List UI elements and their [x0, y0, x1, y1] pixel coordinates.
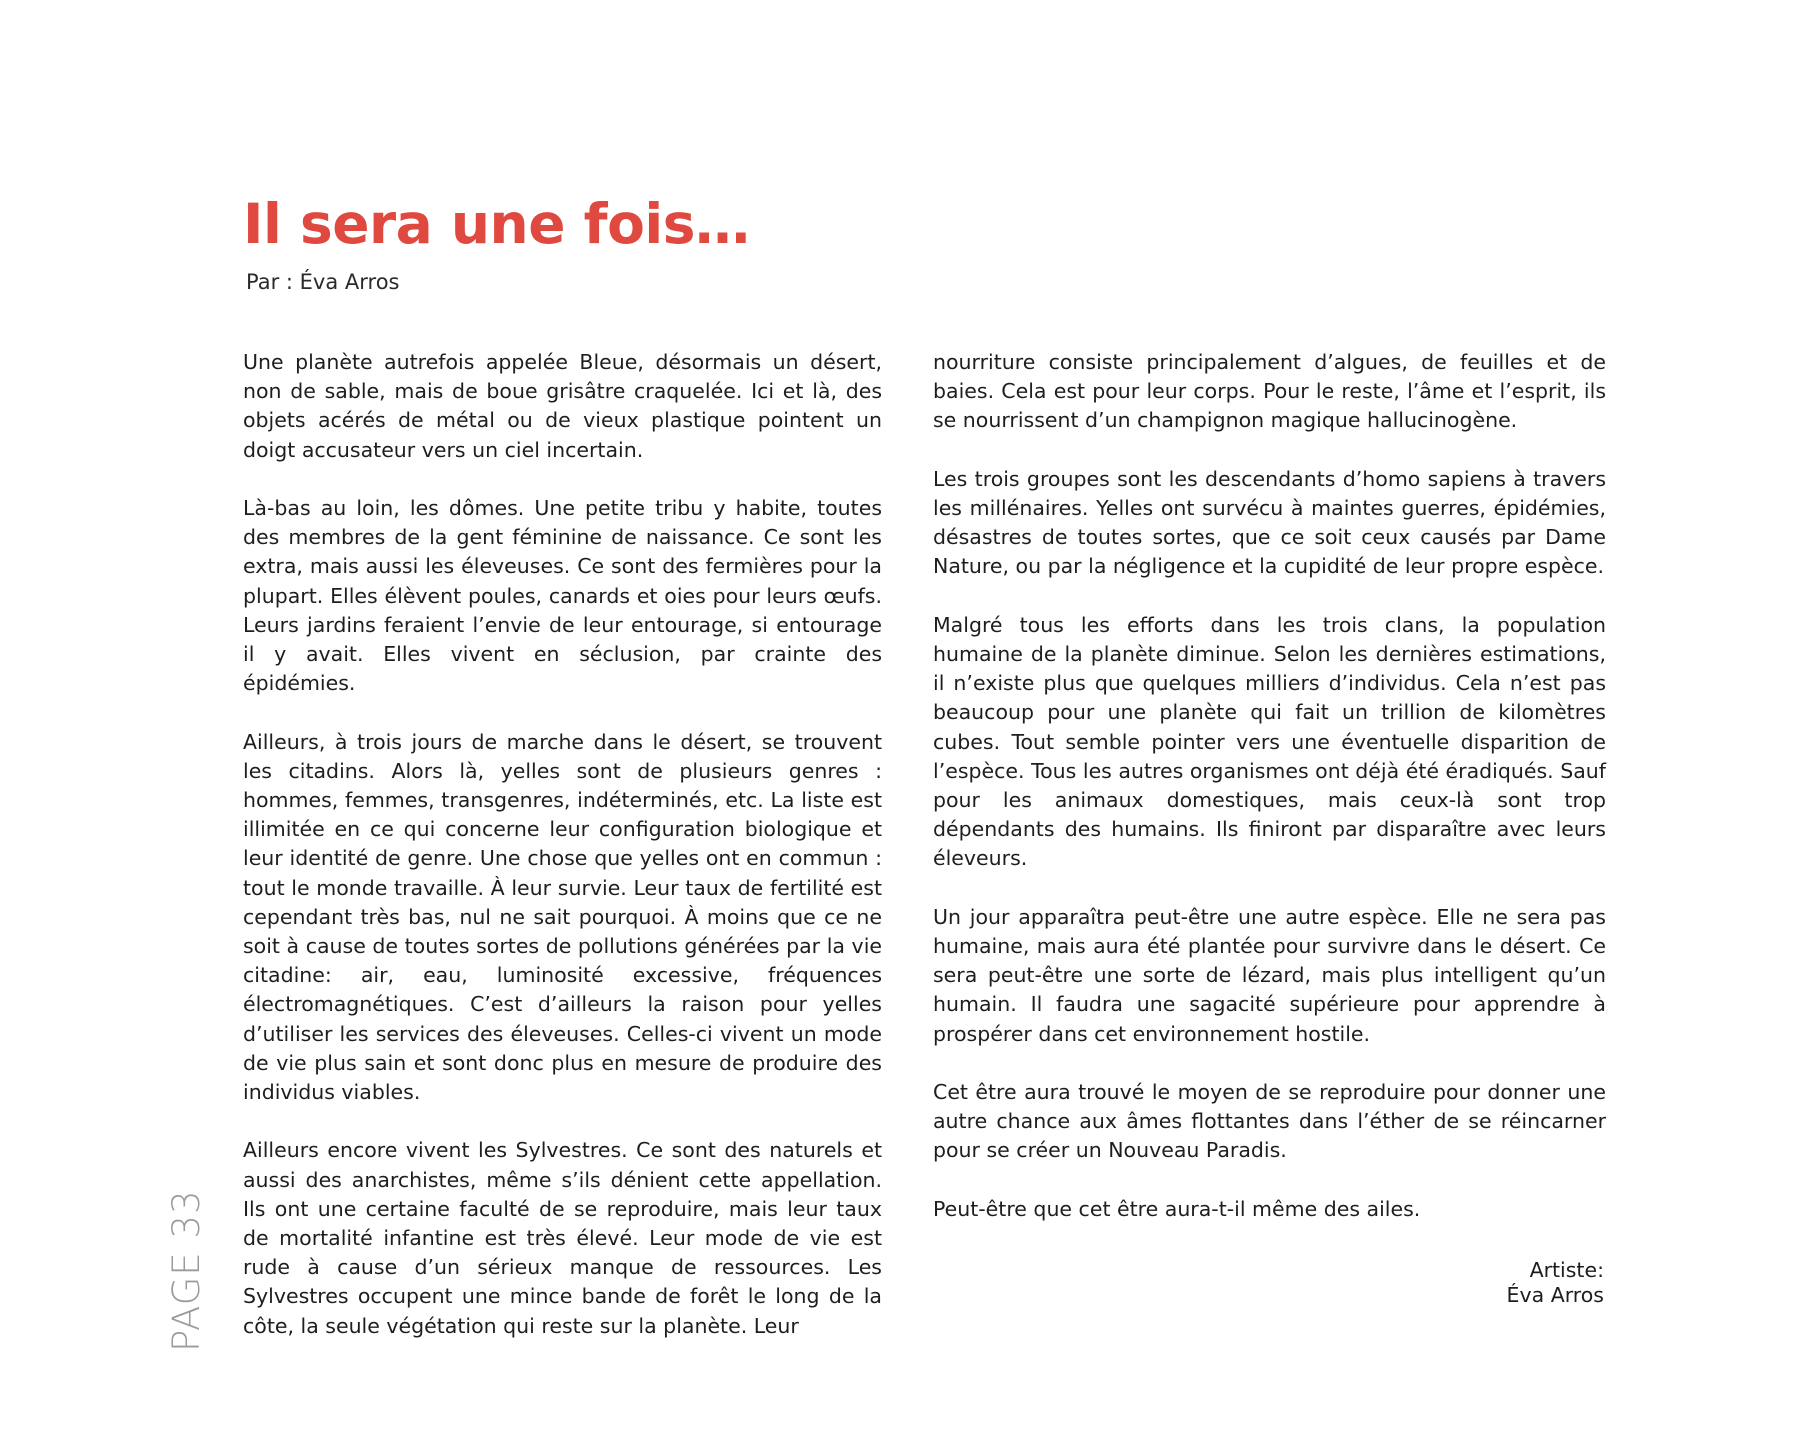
paragraph: Ailleurs, à trois jours de marche dans le désert, se trouvent les citadins. Alors là, yelles sont de plusieurs genres : hommes, femmes, transgenres, indéterminés, etc. La liste est illimitée en ce qui concerne leur configuration biologique et leur identité de genre. Une chose que yelles ont en commun : tout le monde travaille. À leur survie. Leur taux de fertilité est cependant très bas, nul ne sait pourquoi. À moins que ce ne soit à cause de toutes sortes de pollutions générées par la vie citadine: air, eau, luminosité excessive, fréquences électromagnétiques. C’est d’ailleurs la raison pour yelles d’utiliser les services des éleveuses. Celles-ci vivent un mode de vie plus sain et sont donc plus en mesure de produire des individus viables. [243, 729, 882, 1105]
article-byline: Par : Éva Arros [246, 270, 400, 294]
paragraph: Les trois groupes sont les descendants d’homo sapiens à travers les millénaires. Yelles ont survécu à maintes guerres, épidémies, désastres de toutes sortes, que ce soit ceux causés par Dame Nature, ou par la négligence et la cupidité de leur propre espèce. [933, 466, 1606, 579]
artist-credit [1507, 1258, 1604, 1308]
paragraph: Là-bas au loin, les dômes. Une petite tribu y habite, toutes des membres de la gent féminine de naissance. Ce sont les extra, mais aussi les éleveuses. Ce sont des fermières pour la plupart. Elles élèvent poules, canards et oies pour leurs œufs. Leurs jardins feraient l’envie de leur entourage, si entourage il y avait. Elles vivent en séclusion, par crainte des épidémies. [243, 496, 882, 696]
right-column [933, 348, 1606, 1224]
paragraph: Ailleurs encore vivent les Sylvestres. Ce sont des naturels et aussi des anarchistes, même s’ils dénient cette appellation. Ils ont une certaine faculté de se reproduire, mais leur taux de mortalité infantine est très élevé. Leur mode de vie est rude à cause d’un sérieux manque de ressources. Les Sylvestres occupent une mince bande de forêt le long de la côte, la seule végétation qui reste sur la planète. Leur [243, 1138, 882, 1338]
page-number: PAGE 33 [165, 1189, 208, 1352]
paragraph: Une planète autrefois appelée Bleue, désormais un désert, non de sable, mais de boue grisâtre craquelée. Ici et là, des objets acérés de métal ou de vieux plastique pointent un doigt accusateur vers un ciel incertain. [243, 350, 882, 462]
paragraph: Peut-être que cet être aura-t-il même des ailes. [933, 1196, 1421, 1221]
paragraph: Un jour apparaîtra peut-être une autre espèce. Elle ne sera pas humaine, mais aura été plantée pour survivre dans le désert. Ce sera peut-être une sorte de lézard, mais plus intelligent qu’un humain. Il faudra une sagacité supérieure pour apprendre à prospérer dans cet environnement hostile. [933, 904, 1606, 1046]
credit-name: Éva Arros [1506, 1283, 1604, 1307]
article-title: Il sera une fois… [243, 192, 750, 256]
paragraph: Malgré tous les efforts dans les trois clans, la population humaine de la planète diminue. Selon les dernières estimations, il n’existe plus que quelques milliers d’individus. Cela n’est pas beaucoup pour une planète qui fait un trillion de kilomètres cubes. Tout semble pointer vers une éventuelle disparition de l’espèce. Tous les autres organismes ont déjà été éradiqués. Sauf pour les animaux domestiques, mais ceux-là sont trop dépendants des humains. Ils finiront par disparaître avec leurs éleveurs. [933, 612, 1606, 871]
paragraph: Cet être aura trouvé le moyen de se reproduire pour donner une autre chance aux âmes flottantes dans l’éther de se réincarner pour se créer un Nouveau Paradis. [933, 1080, 1606, 1163]
paragraph: nourriture consiste principalement d’algues, de feuilles et de baies. Cela est pour leur corps. Pour le reste, l’âme et l’esprit, ils se nourrissent d’un champignon magique hallucinogène. [933, 350, 1606, 433]
credit-label: Artiste: [1529, 1258, 1604, 1282]
left-column [243, 348, 882, 1341]
